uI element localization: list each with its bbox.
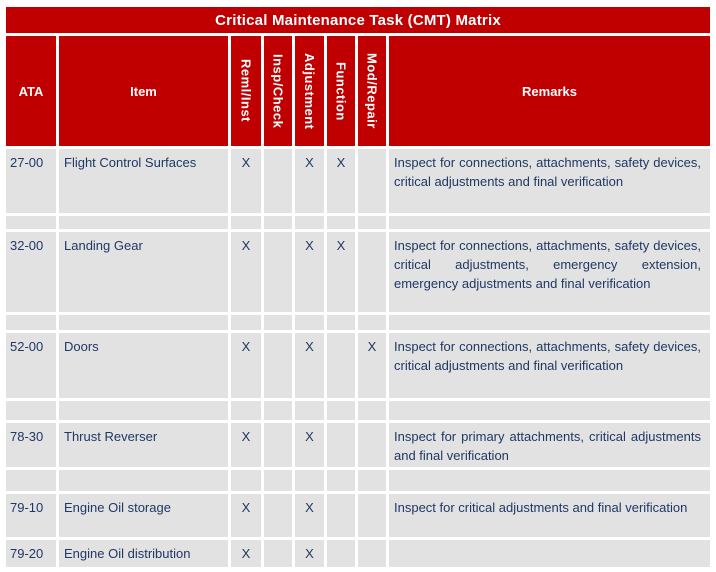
spacer-cell [59,216,228,229]
table-row [6,423,710,467]
cell-item: Landing Gear [59,232,228,312]
spacer-cell [358,401,386,420]
cell-item: Thrust Reverser [59,423,228,467]
spacer-cell [389,401,710,420]
cell-check-insp_check [264,423,292,467]
cell-check-function [327,494,355,537]
cell-check-reml_inst: X [231,494,261,537]
cell-check-reml_inst: X [231,149,261,213]
spacer-cell [6,401,56,420]
cell-check-adjustment: X [295,232,324,312]
spacer-cell [295,401,324,420]
cell-remarks: Inspect for connections, attachments, safety devices, critical adjustments and final verification [389,333,710,398]
spacer-cell [264,216,292,229]
spacer-row [6,315,710,330]
cell-check-adjustment: X [295,149,324,213]
cell-item: Doors [59,333,228,398]
cell-ata: 79-10 [6,494,56,537]
spacer-cell [264,401,292,420]
spacer-cell [389,470,710,491]
spacer-cell [358,315,386,330]
cell-ata: 79-20 [6,540,56,567]
table-title: Critical Maintenance Task (CMT) Matrix [6,7,710,33]
cell-check-mod_repair [358,540,386,567]
table-row [6,540,710,567]
cell-check-adjustment: X [295,540,324,567]
spacer-cell [59,315,228,330]
spacer-cell [327,470,355,491]
column-header-function: Function [327,36,355,146]
cell-check-reml_inst: X [231,333,261,398]
spacer-cell [295,315,324,330]
cell-ata: 27-00 [6,149,56,213]
cell-remarks: Inspect for connections, attachments, safety devices, critical adjustments, emergency extension, emergency adjustments and final verification [389,232,710,312]
cell-check-insp_check [264,333,292,398]
cmt-matrix-table [6,36,710,567]
cell-item: Engine Oil distribution [59,540,228,567]
spacer-cell [6,470,56,491]
cell-check-reml_inst: X [231,232,261,312]
column-header-ata: ATA [6,36,56,146]
cell-check-function [327,540,355,567]
cell-check-mod_repair: X [358,333,386,398]
spacer-cell [295,470,324,491]
cell-item: Engine Oil storage [59,494,228,537]
spacer-cell [231,216,261,229]
spacer-row [6,216,710,229]
spacer-cell [295,216,324,229]
spacer-cell [327,315,355,330]
spacer-cell [6,216,56,229]
cell-check-function: X [327,149,355,213]
spacer-cell [327,401,355,420]
spacer-cell [389,315,710,330]
spacer-cell [59,401,228,420]
spacer-cell [358,470,386,491]
table-row [6,232,710,312]
spacer-cell [231,470,261,491]
spacer-cell [327,216,355,229]
column-header-remarks: Remarks [389,36,710,146]
table-row [6,333,710,398]
spacer-cell [231,315,261,330]
spacer-row [6,470,710,491]
spacer-cell [231,401,261,420]
cell-remarks [389,540,710,567]
cell-check-insp_check [264,232,292,312]
cell-check-function [327,423,355,467]
cell-check-reml_inst: X [231,540,261,567]
cell-check-function: X [327,232,355,312]
cell-remarks: Inspect for primary attachments, critical adjustments and final verification [389,423,710,467]
column-header-mod_repair: Mod/Repair [358,36,386,146]
cell-check-insp_check [264,149,292,213]
cell-check-mod_repair [358,149,386,213]
spacer-cell [264,315,292,330]
spacer-cell [358,216,386,229]
cell-check-reml_inst: X [231,423,261,467]
table-header-row [6,36,710,146]
column-header-reml_inst: Reml/Inst [231,36,261,146]
cell-check-insp_check [264,540,292,567]
column-header-insp_check: Insp/Check [264,36,292,146]
cell-check-mod_repair [358,232,386,312]
cell-ata: 52-00 [6,333,56,398]
cell-check-adjustment: X [295,333,324,398]
table-row [6,494,710,537]
cell-check-mod_repair [358,423,386,467]
table-row [6,149,710,213]
cell-ata: 78-30 [6,423,56,467]
spacer-cell [59,470,228,491]
spacer-cell [389,216,710,229]
cell-check-mod_repair [358,494,386,537]
cell-ata: 32-00 [6,232,56,312]
spacer-cell [264,470,292,491]
cell-remarks: Inspect for connections, attachments, safety devices, critical adjustments and final verification [389,149,710,213]
spacer-cell [6,315,56,330]
cell-check-adjustment: X [295,423,324,467]
spacer-row [6,401,710,420]
cell-check-insp_check [264,494,292,537]
cell-item: Flight Control Surfaces [59,149,228,213]
cell-remarks: Inspect for critical adjustments and final verification [389,494,710,537]
column-header-item: Item [59,36,228,146]
cell-check-adjustment: X [295,494,324,537]
cell-check-function [327,333,355,398]
column-header-adjustment: Adjustment [295,36,324,146]
